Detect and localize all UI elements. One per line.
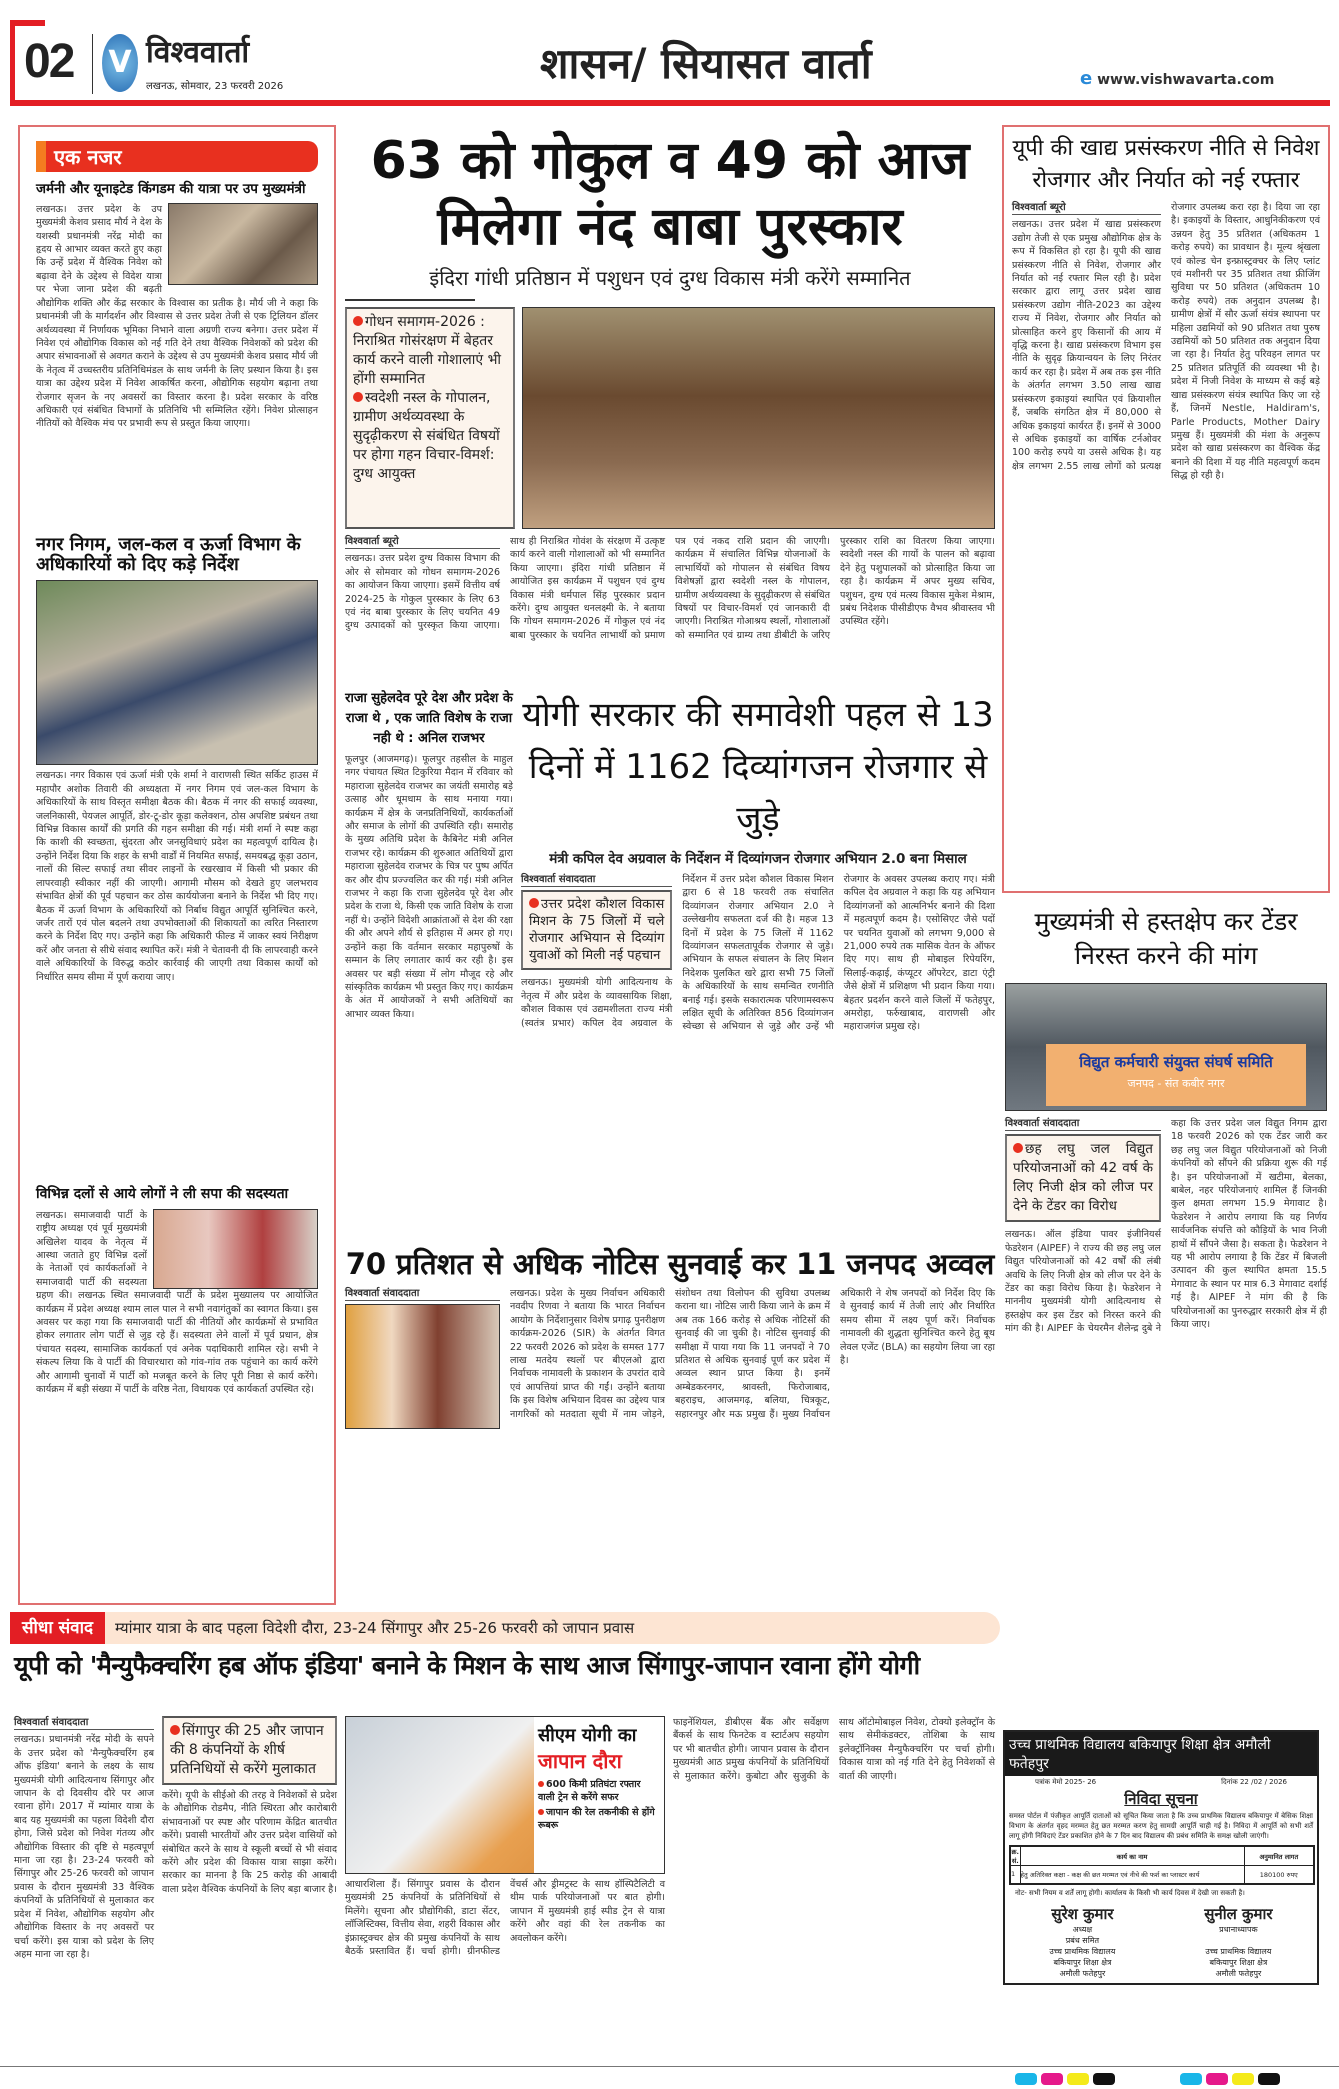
cow-shed-photo	[522, 307, 995, 529]
lead-headline: 63 को गोकुल व 49 को आज मिलेगा नंद बाबा पुरस्कार	[370, 131, 970, 257]
article-body: लखनऊ। नगर विकास एवं ऊर्जा मंत्री एके शर्मा ने वाराणसी स्थित सर्किट हाउस में महापौर अशोक तिवारी की अध्यक्षता में नगर निगम एवं जल-कल विभाग के अधिकारियों के साथ विस्तृत समीक्षा बैठक की। बैठक में नगर की सफाई व्यवस्था, जलनिकासी, पेयजल आपूर्ति, डोर-टू-डोर कूड़ा कलेक्शन, ठोस अपशिष्ट प्रबंधन तथा विभिन्न विकास कार्यों की प्रगति की गहन समीक्षा की गई। मंत्री शर्मा ने स्पष्ट कहा कि काशी की स्वच्छता, सुंदरता और जनसुविधाएं प्रदेश का महत्वपूर्ण दायित्व है। उन्होंने निर्देश दिया कि शहर के सभी वार्डों में नियमित सफाई, समयबद्ध कूड़ा उठान, नालों की सिल्ट सफाई तथा सीवर लाइनों के रखरखाव में किसी भी प्रकार की लापरवाही स्वीकार नहीं की जाएगी। आगामी मौसम को देखते हुए जलभराव संभावित क्षेत्रों की पूर्व पहचान कर ठोस कार्ययोजना बनाने के निर्देश भी दिए गए। बैठक में ऊर्जा विभाग के अधिकारियों को निर्बाध विद्युत आपूर्ति सुनिश्चित करने, जर्जर तारों एवं पोल बदलने तथा उपभोक्ताओं की शिकायतों का त्वरित निस्तारण करने के निर्देश दिए गए। उन्होंने कहा कि अधिकारी फील्ड में जाकर स्वयं निरीक्षण करें और जनता से सीधे संवाद स्थापित करें। मंत्री ने चेतावनी दी कि लापरवाही करने वाले अधिकारियों के विरुद्ध कठोर कार्रवाई की जाएगी तथा विकास कार्यों को निर्धारित समय सीमा में पूर्ण कराया जाए।	[36, 770, 318, 983]
bullet-icon	[170, 1725, 180, 1735]
center-column	[345, 128, 995, 1604]
color-registration-marks	[1015, 2070, 1119, 2089]
ek-nazar-badge: एक नजर	[36, 141, 318, 172]
tender-article	[1005, 905, 1327, 1607]
notice-body: विश्ववार्ता संवाददाता लखनऊ। प्रदेश के मुख्य निर्वाचन अधिकारी नवदीप रिणवा ने बताया कि भारत निर्वाचन आयोग के निर्देशानुसार विशेष प्रगाढ़ पुनरीक्षण कार्यक्रम-2026 (SIR) के अंतर्गत विगत 22 फरवरी 2026 को प्रदेश के समस्त 177 लाख मतदेय स्थलों पर बीएलओ द्वारा निर्वाचक नामावली के प्रकाशन के उपरांत दावे एवं आपत्तियां प्राप्त की गईं। उन्होंने बताया कि इस विशेष अभियान दिवस का उद्देश्य पात्र नागरिकों को मतदाता सूची में नाम जोड़ने, संशोधन तथा विलोपन की सुविधा उपलब्ध कराना था। नोटिस जारी किया जाने के क्रम में अब तक 166 करोड़ से अधिक नोटिसों की सुनवाई की जा चुकी है। नोटिस सुनवाई की समीक्षा में पाया गया कि 11 जनपदों ने 70 प्रतिशत से अधिक सुनवाई पूर्ण कर प्रदेश में अव्वल स्थान प्राप्त किया है। इनमें अम्बेडकरनगर, श्रावस्ती, फिरोजाबाद, बहराइच, आजमगढ़, बलिया, चित्रकूट, सहारनपुर और मऊ प्रमुख हैं। मुख्य निर्वाचन अधिकारी ने शेष जनपदों को निर्देश दिए कि वे सुनवाई कार्य में तेजी लाएं और निर्धारित समय सीमा में लक्ष्य पूर्ण करें। निर्वाचक नामावली की शुद्धता सुनिश्चित करने हेतु बूथ लेवल एजेंट (BLA) का सहयोग लिया जा रहा है।	[345, 1287, 995, 1604]
photo-title: जापान दौरा	[538, 1749, 622, 1773]
bottom-body-d: फाइनेंशियल, डीबीएस बैंक और सर्वेक्षण बैंकर्स के साथ फिनटेक व स्टार्टअप सहयोग पर भी बातचीत होगी। जापान प्रवास के दौरान मुख्यमंत्री आठ प्रमुख कंपनियों के प्रतिनिधियों से मुलाकात करेंगे। कुबोटा और सुजुकी के साथ ऑटोमोबाइल निवेश, टोक्यो इलेक्ट्रॉन के साथ सेमीकंडक्टर, तोशिबा के साथ इलेक्ट्रॉनिक्स मैन्युफैक्चरिंग पर चर्चा होगी। विकास यात्रा को नई गति देने हेतु निवेशकों से वार्ता की जाएगी।	[673, 1717, 995, 1782]
lead-highlights: गोधन समागम-2026 : निराश्रित गोसंरक्षण में बेहतर कार्य करने वाली गोशालाएं भी होंगी सम्मानित स्वदेशी नस्ल के गोपालन, ग्रामीण अर्थव्यवस्था के सुदृढ़ीकरण से संबंधित विषयों पर होगा गहन विचार-विमर्श: दुग्ध आयुक्त	[345, 307, 515, 529]
food-processing-article: यूपी की खाद्य प्रसंस्करण नीति से निवेश रोजगार और निर्यात को नई रफ्तार विश्ववार्ता ब्यूरो लखनऊ। उत्तर प्रदेश में खाद्य प्रसंस्करण उद्योग तेजी से एक प्रमुख औद्योगिक क्षेत्र के रूप में विकसित हो रहा है। यूपी की खाद्य प्रसंस्करण नीति से निवेश, रोजगार और निर्यात को नई रफ्तार मिल रही है। प्रदेश सरकार द्वारा लागू उत्तर प्रदेश खाद्य प्रसंस्करण उद्योग नीति-2023 का उद्देश्य राज्य में निवेश, रोजगार और निर्यात को प्रोत्साहित करने हुए किसानों की आय में वृद्धि करना है। खाद्य प्रसंस्करण विभाग इस नीति के सुदृढ़ क्रियान्वयन के लिए निरंतर कार्य कर रहा है। प्रदेश में अब तक इस नीति के अंतर्गत लगभग 3.50 लाख खाद्य प्रसंस्करण इकाइयां स्थापित एवं क्रियाशील हैं, जबकि संगठित क्षेत्र में 80,000 से अधिक इकाइयां कार्यरत हैं। इनमें से 3000 से अधिक इकाइयों का वार्षिक टर्नओवर 100 करोड़ रुपये या उससे अधिक है। यह क्षेत्र लगभग 2.55 लाख लोगों को प्रत्यक्ष रोजगार उपलब्ध करा रहा है। दिया जा रहा है। इकाइयों के विस्तार, आधुनिकीकरण एवं उन्नयन हेतु 35 प्रतिशत (अधिकतम 1 करोड़ रुपये) का प्रावधान है। मूल्य श्रृंखला एवं कोल्ड चेन इन्फ्रास्ट्रक्चर के लिए प्लांट एवं मशीनरी पर 35 प्रतिशत तथा फ्रीजिंग सुविधा पर 50 प्रतिशत (अधिकतम 10 करोड़ रुपये) तक अनुदान उपलब्ध है। ग्रामीण क्षेत्रों में सौर ऊर्जा संयंत्र स्थापना पर महिला उद्यमियों को 90 प्रतिशत तथा पुरुष उद्यमियों को 50 प्रतिशत तक अनुदान दिया जा रहा है। निर्यात हेतु परिवहन लागत पर 25 प्रतिशत प्रतिपूर्ति की व्यवस्था भी है। प्रदेश में निजी निवेश के माध्यम से कई बड़े खाद्य प्रसंस्करण संयंत्र स्थापित किए जा रहे हैं, जिनमें Nestle, Haldiram's, Parle Products, Mother Dairy प्रमुख हैं। मुख्यमंत्री की मंशा के अनुरूप प्रदेश को खाद्य प्रसंस्करण का वैश्विक केंद्र बनाने की दिशा में यह नीति महत्वपूर्ण कदम सिद्ध हो रही है।	[1002, 125, 1330, 893]
divyang-subhead: मंत्री कपिल देव अग्रवाल के निर्देशन में दिव्यांगजन रोजगार अभियान 2.0 बना मिसाल	[549, 851, 967, 867]
ad-title: उच्च प्राथमिक विद्यालय बकियापुर शिक्षा क्षेत्र अमौली फतेहपुर	[1005, 1732, 1317, 1776]
left-column	[18, 125, 336, 1605]
tender-headline: मुख्यमंत्री से हस्तक्षेप कर टेंडर निरस्त करने की मांग	[1034, 907, 1298, 970]
bottom-highlight: सिंगापुर की 25 और जापान की 8 कंपनियों के शीर्ष प्रतिनिधियों से करेंगे मुलाकात	[162, 1716, 337, 1785]
divyang-highlight: उत्तर प्रदेश कौशल विकास मिशन के 75 जिलों में चले रोजगार अभियान से दिव्यांग युवाओं को मिली नई पहचान	[521, 890, 672, 970]
browser-icon: e	[1080, 68, 1093, 89]
dateline: लखनऊ, सोमवार, 23 फरवरी 2026	[146, 81, 284, 92]
seedha-samvad-strip	[10, 1612, 1000, 1644]
rajbhar-article: राजा सुहेलदेव पूरे देश और प्रदेश के राजा थे , एक जाति विशेष के राजा नही थे : अनिल राजभर फूलपुर (आजमगढ़)। फूलपुर तहसील के माहुल नगर पंचायत स्थित टिकुरिया मैदान में रविवार को महाराजा सुहेलदेव राजभर का जयंती समारोह बड़े उत्साह और धूमधाम के साथ मनाया गया। कार्यक्रम में क्षेत्र के जनप्रतिनिधियों, कार्यकर्ताओं और समाज के लोगों की उपस्थिति रही। समारोह के मुख्य अतिथि प्रदेश के कैबिनेट मंत्री अनिल राजभर रहे। कार्यक्रम की शुरुआत अतिथियों द्वारा महाराजा सुहेलदेव राजभर के चित्र पर पुष्प अर्पित कर और दीप प्रज्ज्वलित कर की गई। मंत्री अनिल राजभर ने कहा कि राजा सुहेलदेव पूरे देश और प्रदेश के राजा थे, किसी एक जाति विशेष के राजा नहीं थे। उन्होंने विदेशी आक्रांताओं से देश की रक्षा की और अपने शौर्य से इतिहास में अमर हो गए। उन्होंने कहा कि वर्तमान सरकार महापुरुषों के सम्मान के लिए लगातार कार्य कर रही है। इस अवसर पर बड़ी संख्या में लोग मौजूद रहे और सांस्कृतिक कार्यक्रम भी प्रस्तुत किए गए। कार्यक्रम के अंत में आयोजकों ने सभी अतिथियों का आभार व्यक्त किया।	[345, 691, 513, 1020]
bottom-col-b	[162, 1716, 337, 2061]
article-photo	[36, 580, 318, 765]
notice-headline: 70 प्रतिशत से अधिक नोटिस सुनवाई कर 11 जनपद अव्वल	[345, 1247, 995, 1281]
strip-text: म्यांमार यात्रा के बाद पहला विदेशी दौरा, 23-24 सिंगापुर और 25-26 फरवरी को जापान प्रवास	[115, 1619, 635, 1637]
logo-text: विश्ववार्ता	[146, 35, 250, 70]
website-link[interactable]: e www.vishwavarta.com	[1080, 68, 1275, 89]
protest-photo	[1005, 983, 1327, 1111]
article-headline: विभिन्न दलों से आये लोगों ने ली सपा की सदस्यता	[36, 1186, 289, 1203]
tender-highlight: छह लघु जल विद्युत परियोजनाओं को 42 वर्ष के लिए निजी क्षेत्र को लीज पर देने के टेंडर का विरोध	[1005, 1134, 1161, 1222]
bullet-icon	[1013, 1143, 1023, 1153]
strip-label: सीधा संवाद	[10, 1612, 105, 1644]
lead-body: विश्ववार्ता ब्यूरो लखनऊ। उत्तर प्रदेश दुग्ध विकास विभाग की ओर से सोमवार को गोधन समागम-2026 का आयोजन किया जाएगा। इसमें वित्तीय वर्ष 2024-25 के गोकुल पुरस्कार के लिए 63 एवं नंद बाबा पुरस्कार के लिए चयनित 49 दुग्ध उत्पादकों को पुरस्कृत किया जाएगा। साथ ही निराश्रित गोवंश के संरक्षण में उत्कृष्ट कार्य करने वाली गोशालाओं को भी सम्मानित किया जाएगा। इंदिरा गांधी प्रतिष्ठान में आयोजित इस कार्यक्रम में पशुधन एवं दुग्ध विकास मंत्री धर्मपाल सिंह पुरस्कार प्रदान करेंगे। दुग्ध आयुक्त धनलक्ष्मी के. ने बताया कि गोधन समागम-2026 में गोकुल एवं नंद बाबा पुरस्कार के चयनित लाभार्थी को प्रमाण पत्र एवं नकद राशि प्रदान की जाएगी। कार्यक्रम में संचालित विभिन्न योजनाओं के लाभार्थियों को गोपालन से संबंधित विषय विशेषज्ञों द्वारा स्वदेशी नस्ल के गोपालन, ग्रामीण अर्थव्यवस्था के सुदृढ़ीकरण से संबंधित विषयों पर विचार-विमर्श एवं जानकारी दी जाएगी। निराश्रित गोआश्रय स्थलों, गोशालाओं को सम्मानित एवं ग्राम्य तथा डीबीटी के जरिए पुरस्कार राशि का वितरण किया जाएगा। स्वदेशी नस्ल की गायों के पालन को बढ़ावा देने हेतु पशुपालकों को प्रोत्साहित किया जा रहा है। कार्यक्रम में अपर मुख्य सचिव, पशुधन, दुग्ध एवं मत्स्य विकास मुकेश मेश्राम, प्रबंध निदेशक पीसीडीएफ वैभव श्रीवास्तव भी उपस्थित रहेंगे।	[345, 536, 995, 641]
logo-icon: V	[102, 34, 138, 92]
notice-photo	[345, 1304, 500, 1429]
masthead	[10, 20, 1330, 106]
article-headline: जर्मनी और यूनाइटेड किंगडम की यात्रा पर उप मुख्यमंत्री	[36, 181, 306, 197]
protest-banner: विद्युत कर्मचारी संयुक्त संघर्ष समिति जनपद - संत कबीर नगर	[1046, 1044, 1306, 1106]
article-photo	[153, 1209, 318, 1289]
bottom-body-a: विश्ववार्ता संवाददाता लखनऊ। प्रधानमंत्री नरेंद्र मोदी के सपने के उत्तर प्रदेश को 'मैन्युफैक्चरिंग हब ऑफ इंडिया' बनाने के लक्ष्य के साथ मुख्यमंत्री योगी आदित्यनाथ सिंगापुर और जापान के दो दिवसीय दौरे पर आज रवाना होंगे। 2017 में म्यांमार यात्रा के बाद यह मुख्यमंत्री का पहला विदेशी दौरा होगा, जिसे प्रदेश को निवेश गंतव्य और औद्योगिक विस्तार की दृष्टि से महत्वपूर्ण माना जा रहा है। 23-24 फरवरी को सिंगापुर और 25-26 फरवरी को जापान प्रवास के दौरान मुख्यमंत्री 33 वैश्विक कंपनियों के प्रतिनिधियों से मुलाकात कर प्रदेश में निवेश, औद्योगिक सहयोग और औद्योगिक विस्तार के नए अवसरों पर चर्चा करेंगे। इस यात्रा को प्रदेश के लिए अहम माना जा रहा है।	[14, 1717, 154, 1960]
article-headline: नगर निगम, जल-कल व ऊर्जा विभाग के अधिकारियों को दिए कड़े निर्देश	[36, 533, 301, 575]
divyang-headline: योगी सरकार की समावेशी पहल से 13 दिनों में 1162 दिव्यांगजन रोजगार से जुड़े	[522, 695, 994, 839]
bullet-icon	[353, 316, 363, 326]
divyang-article	[521, 689, 995, 1241]
header-divider	[92, 34, 93, 94]
article-photo	[168, 203, 318, 285]
divyang-body: विश्ववार्ता संवाददाता उत्तर प्रदेश कौशल विकास मिशन के 75 जिलों में चले रोजगार अभियान से दिव्यांग युवाओं को मिली नई पहचान लखनऊ। मुख्यमंत्री योगी आदित्यनाथ के नेतृत्व में और प्रदेश के व्यावसायिक शिक्षा, कौशल विकास एवं उद्यमशीलता राज्य मंत्री (स्वतंत्र प्रभार) कपिल देव अग्रवाल के निर्देशन में उत्तर प्रदेश कौशल विकास मिशन द्वारा 6 से 18 फरवरी तक संचालित दिव्यांगजन रोजगार अभियान 2.0 ने उल्लेखनीय सफलता दर्ज की है। महज 13 दिनों में प्रदेश के 75 जिलों में 1162 दिव्यांगजन सफलतापूर्वक रोजगार से जुड़े। अभियान के सफल संचालन के लिए मिशन निदेशक पुलकित खरे द्वारा सभी 75 जिलों के अधिकारियों के साथ समन्वित रणनीति बनाई गई। इसके सकारात्मक परिणामस्वरूप लक्षित सूची के अतिरिक्त 856 दिव्यांगजन स्वेच्छा से अभियान से जुड़े और उन्हें भी रोजगार के अवसर उपलब्ध कराए गए। मंत्री कपिल देव अग्रवाल ने कहा कि यह अभियान दिव्यांगजनों को आत्मनिर्भर बनाने की दिशा में महत्वपूर्ण कदम है। एसोसिएट जैसे पदों पर चयनित युवाओं को लगभग 9,000 से 21,000 रुपये तक मासिक वेतन के ऑफर दिए गए। साथ ही मोबाइल रिपेयरिंग, सिलाई-कढ़ाई, कंप्यूटर ऑपरेटर, डाटा एंट्री जैसे क्षेत्रों में प्रशिक्षण भी प्रदान किया गया। बेहतर प्रदर्शन करने वाले जिलों में फतेहपुर, अमरोहा, फर्रुखाबाद, वाराणसी और महाराजगंज प्रमुख रहे।	[521, 874, 995, 1033]
cm-japan-photo: सीएम योगी का जापान दौरा 600 किमी प्रतिघंटा रफ्तार वाली ट्रेन से करेंगे सफर जापान की रेल तकनीकी से होंगे रूबरू	[345, 1716, 665, 1874]
section-title: शासन/ सियासत वार्ता	[540, 39, 872, 88]
bottom-body-c: आधारशिला हैं। सिंगापुर प्रवास के दौरान मुख्यमंत्री 25 कंपनियों के प्रतिनिधियों से मिलेंगे। सूचना और प्रौद्योगिकी, डाटा सेंटर, लॉजिस्टिक्स, वित्तीय सेवा, शहरी विकास और इंफ्रास्ट्रक्चर क्षेत्र की प्रमुख कंपनियों के साथ बैठकें प्रस्तावित हैं। चर्चा होगी। ग्रीनफील्ड वेंचर्स और ड्रीमट्रस्ट के साथ हॉस्पिटैलिटी व थीम पार्क परियोजनाओं पर बात होगी। जापान में मुख्यमंत्री हाई स्पीड ट्रेन से यात्रा करेंगे और वहां की रेल तकनीक का अवलोकन करेंगे।	[345, 1879, 665, 1958]
signature-2: सुनील कुमार प्रधानाध्यापक उच्च प्राथमिक विद्यालय बकियापुर शिक्षा क्षेत्र अमौली फतेहपुर	[1204, 1904, 1273, 1978]
article-body: लखनऊ। समाजवादी पार्टी के राष्ट्रीय अध्यक्ष एवं पूर्व मुख्यमंत्री अखिलेश यादव के नेतृत्व में आस्था जताते हुए विभिन्न दलों के नेताओं एवं कार्यकर्ताओं ने समाजवादी पार्टी की सदस्यता ग्रहण की। लखनऊ स्थित समाजवादी पार्टी के प्रदेश मुख्यालय पर आयोजित कार्यक्रम में प्रदेश अध्यक्ष श्याम लाल पाल ने सभी नवागंतुकों का स्वागत किया। इस अवसर पर कहा गया कि समाजवादी पार्टी की नीतियों और कार्यक्रमों से प्रभावित होकर लगातार लोग पार्टी से जुड़ रहे हैं। सदस्यता लेने वालों में पूर्व प्रधान, क्षेत्र पंचायत सदस्य, सामाजिक कार्यकर्ता एवं अनेक पदाधिकारी शामिल रहे। सभी ने संकल्प लिया कि वे पार्टी की विचारधारा को गांव-गांव तक पहुंचाने का कार्य करेंगे और आगामी चुनावों में पार्टी को मजबूत करने के लिए पूरी निष्ठा से कार्य करेंगे। कार्यक्रम में बड़ी संख्या में पार्टी के वरिष्ठ नेता, विधायक एवं कार्यकर्ता उपस्थित रहे।	[36, 1209, 318, 1396]
bottom-headline: यूपी को 'मैन्युफैक्चरिंग हब ऑफ इंडिया' बनाने के मिशन के साथ आज सिंगापुर-जापान रवाना होंगे योगी	[14, 1651, 920, 1680]
bullet-icon	[353, 392, 363, 402]
lead-subhead: इंदिरा गांधी प्रतिष्ठान में पशुधन एवं दुग्ध विकास मंत्री करेंगे सम्मानित	[429, 266, 911, 290]
bottom-body-b: करेंगे। यूपी के सीईओ की तरह वे निवेशकों से प्रदेश के औद्योगिक रोडमैप, नीति स्थिरता और कारोबारी संभावनाओं पर स्पष्ट और परिणाम केंद्रित बातचीत करेंगे। प्रवासी भारतीयों और उत्तर प्रदेश वासियों को संबोधित करने के साथ वे स्कूली बच्चों से भी संवाद करेंगे और प्रदेश की विकास यात्रा साझा करेंगे। सरकार का मानना है कि 25 करोड़ की आबादी वाला प्रदेश वैश्विक कंपनियों के लिए बड़ा बाजार है।	[162, 1790, 337, 1895]
tender-notice-ad: उच्च प्राथमिक विद्यालय बकियापुर शिक्षा क्षेत्र अमौली फतेहपुर पत्रांक मेमो 2025- 26 दिनांक 22 /02 / 2026 निविदा सूचना समस्त पोर्टल में पंजीकृत आपूर्ति दाताओं को सूचित किया जाता है कि उच्च प्राथमिक विद्यालय बकियापुर में बेसिक शिक्षा विभाग के अंतर्गत वृहद मरम्मत हेतु छत मरम्मत करण हेतु सामग्री आपूर्ति चाही गई है। निविदा में आपूर्ति को सभी शर्तें लागू होंगी निविदाएं टेंडर प्रकाशित होने के 7 दिन बाद विद्यालय की प्रबंध समिति के समक्ष खोली जाएंगी। क्र. सं. कार्य का नाम अनुमानित लागत 1 हेतु अतिरिक्त कक्षा - कक्ष की छत मरम्मत एवं नीचे की फर्श का प्लास्टर कार्य 180100 रुपए नोट- सभी नियम व शर्तें लागू होगी। कार्यालय के किसी भी कार्य दिवस में देखी जा सकती है। सुरेश कुमार अध्यक्ष प्रबंध समित उच्च प्राथमिक विद्यालय बकियापुर शिक्षा क्षेत्र अमौली फतेहपुर सुनील कुमार प्रधानाध्यापक उच्च प्राथमिक विद्यालय बकियापुर शिक्षा क्षेत्र अमौली फतेहपुर	[1003, 1730, 1319, 1985]
ad-heading: निविदा सूचना	[1124, 1790, 1198, 1808]
bottom-col-c	[345, 1716, 665, 2061]
page-number: 02	[24, 35, 74, 88]
bullet-icon	[529, 898, 539, 908]
color-registration-marks	[1180, 2070, 1284, 2089]
tender-body: विश्ववार्ता संवाददाता छह लघु जल विद्युत परियोजनाओं को 42 वर्ष के लिए निजी क्षेत्र को लीज पर देने के टेंडर का विरोध लखनऊ। ऑल इंडिया पावर इंजीनियर्स फेडरेशन (AIPEF) ने राज्य की छह लघु जल विद्युत परियोजनाओं को 42 वर्षों की लंबी अवधि के लिए निजी क्षेत्र को लीज पर देने के टेंडर का कड़ा विरोध किया है। फेडरेशन ने माननीय मुख्यमंत्री योगी आदित्यनाथ से हस्तक्षेप कर इस टेंडर को निरस्त करने की मांग की है। AIPEF के चेयरमैन शैलेन्द्र दुबे ने कहा कि उत्तर प्रदेश जल विद्युत निगम द्वारा 18 फरवरी 2026 को एक टेंडर जारी कर छह लघु जल विद्युत परियोजनाओं को निजी कंपनियों को सौंपने की प्रक्रिया शुरू की गई है। इन परियोजनाओं में खटीमा, बेलका, बाबेल, नहर परियोजनाएं शामिल हैं जिनकी कुल क्षमता लगभग 15.9 मेगावाट है। फेडरेशन ने आरोप लगाया कि यह निर्णय सार्वजनिक संपत्ति को कौड़ियों के भाव निजी हाथों में सौंपने जैसा है। सकता है। फेडरेशन ने यह भी आरोप लगाया है कि टेंडर में बिजली उत्पादन की कुल स्थापित क्षमता 15.5 मेगावाट के स्थान पर मात्र 6.3 मेगावाट दर्शाई गई है। AIPEF ने मांग की है कि परियोजनाओं का पुनरुद्धार सरकारी क्षेत्र में ही किया जाए।	[1005, 1118, 1327, 1335]
ad-table: क्र. सं. कार्य का नाम अनुमानित लागत 1 हेतु अतिरिक्त कक्षा - कक्ष की छत मरम्मत एवं नीचे की फर्श का प्लास्टर कार्य 180100 रुपए	[1009, 1845, 1315, 1885]
signature-1: सुरेश कुमार अध्यक्ष प्रबंध समित उच्च प्राथमिक विद्यालय बकियापुर शिक्षा क्षेत्र अमौली फतेहपुर	[1049, 1904, 1116, 1978]
photo-title: सीएम योगी का	[538, 1725, 637, 1746]
article-body: लखनऊ। उत्तर प्रदेश के उप मुख्यमंत्री केशव प्रसाद मौर्य ने देश के यशस्वी प्रधानमंत्री नरेंद्र मोदी का हृदय से आभार व्यक्त करते हुए कहा कि उन्हें प्रदेश में वैश्विक निवेश को बढ़ावा देने के उद्देश्य से विदेश यात्रा पर भेजा जाना प्रदेश की बढ़ती औद्योगिक शक्ति और केंद्र सरकार के विश्वास का प्रतीक है। मौर्य जी ने कहा कि प्रधानमंत्री जी के मार्गदर्शन और विश्वास से उत्तर प्रदेश तेजी से एक ट्रिलियन डॉलर अर्थव्यवस्था में निर्णायक भूमिका निभाने वाला अग्रणी राज्य बनेगा। उत्तर प्रदेश में निवेश एवं औद्योगिक विकास को नई गति देने तथा वैश्विक निवेशकों को प्रदेश की अपार संभावनाओं से अवगत कराने के उद्देश्य से उप मुख्यमंत्री केशव प्रसाद मौर्य जी के नेतृत्व में उच्चस्तरीय प्रतिनिधिमंडल के साथ जर्मनी के लिए प्रस्थान किया है। इस यात्रा का उद्देश्य प्रदेश में निवेश आकर्षित करना, औद्योगिक सहयोग बढ़ाना तथा रोजगार सृजन के नए अवसरों का विस्तार करना है। प्रदेश सरकार के वरिष्ठ अधिकारी एवं संबंधित विभागों के प्रतिनिधि भी सम्मिलित रहेंगे। निवेश प्रोत्साहन नीतियों को वैश्विक मंच पर प्रभावी रूप से प्रस्तुत किया जाएगा।	[36, 203, 318, 430]
